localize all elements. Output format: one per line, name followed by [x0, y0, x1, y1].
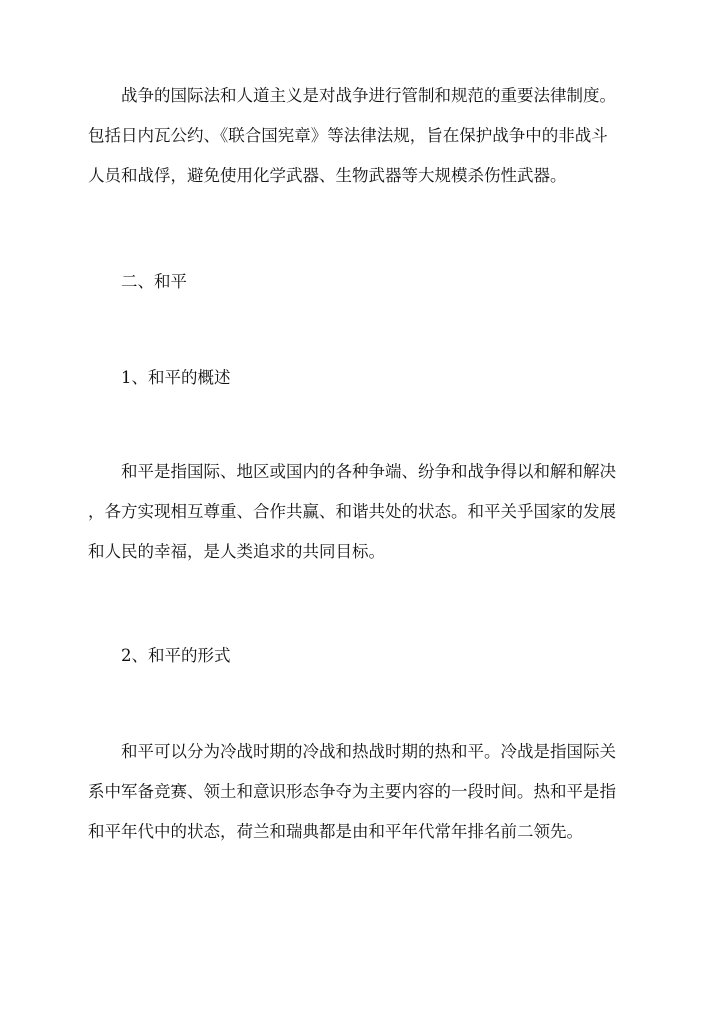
paragraph-line: 和人民的幸福，是人类追求的共同目标。 — [88, 542, 385, 561]
paragraph-line: ，各方实现相互尊重、合作共赢、和谐共处的状态。和平关乎国家的发展 — [88, 502, 616, 521]
subsection-heading-peace-forms: 2、和平的形式 — [121, 646, 231, 665]
paragraph-line: 包括日内瓦公约、《联合国宪章》等法律法规，旨在保护战争中的非战斗 — [88, 126, 608, 145]
section-heading-peace: 二、和平 — [121, 272, 187, 291]
paragraph-line: 和平可以分为冷战时期的冷战和热战时期的热和平。冷战是指国际关 — [121, 742, 616, 761]
paragraph-line: 和平是指国际、地区或国内的各种争端、纷争和战争得以和解和解决 — [121, 462, 616, 481]
paragraph-peace-overview — [88, 452, 636, 572]
paragraph-peace-forms — [88, 732, 636, 852]
paragraph-international-law — [88, 76, 636, 196]
paragraph-line: 和平年代中的状态，荷兰和瑞典都是由和平年代常年排名前二领先。 — [88, 822, 583, 841]
subsection-heading-peace-overview: 1、和平的概述 — [121, 368, 231, 387]
paragraph-line: 系中军备竞赛、领土和意识形态争夺为主要内容的一段时间。热和平是指 — [88, 782, 616, 801]
paragraph-line: 人员和战俘，避免使用化学武器、生物武器等大规模杀伤性武器。 — [88, 166, 567, 185]
paragraph-line: 战争的国际法和人道主义是对战争进行管制和规范的重要法律制度。 — [121, 86, 616, 105]
